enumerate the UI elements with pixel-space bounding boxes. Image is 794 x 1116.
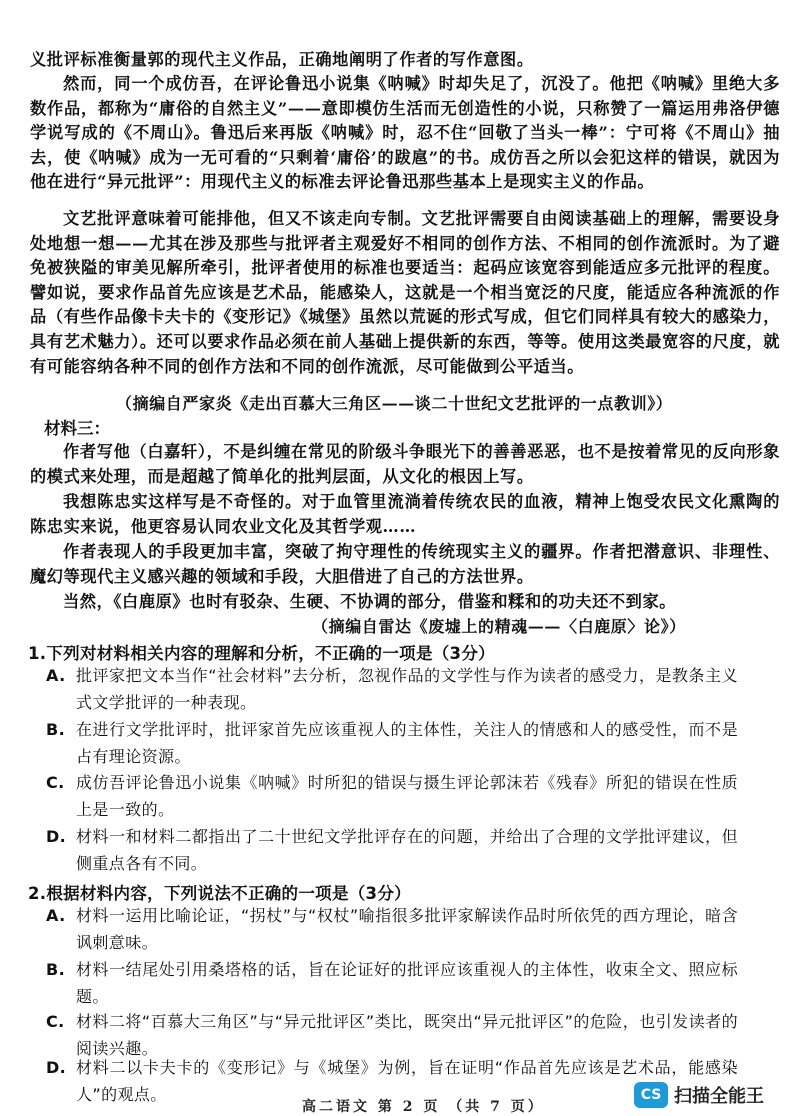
option-letter: D. xyxy=(46,1058,67,1077)
option-text: 材料一运用比喻论证，“拐杖”与“权杖”喻指很多批评家解读作品时所依凭的西方理论，暗含讽刺意味。 xyxy=(76,906,738,952)
question-1-option-a[interactable] xyxy=(46,662,746,716)
option-letter: B. xyxy=(46,960,66,979)
option-text: 材料二以卡夫卡的《变形记》与《城堡》为例，旨在证明“作品首先应该是艺术品，能感染人”的观点。 xyxy=(76,1058,738,1104)
paragraph-bai-jiaxuan: 作者写他（白嘉轩），不是纠缠在常见的阶级斗争眼光下的善善恶恶，也不是按着常见的反向形象的模式来处理，而是超越了简单化的批判层面，从文化的根因上写。 xyxy=(30,442,780,486)
watermark-text: 扫描全能王 xyxy=(674,1086,764,1107)
option-text: 材料二将“百慕大三角区”与“异元批评区”类比，既突出“异元批评区”的危险，也引发读者的阅读兴趣。 xyxy=(76,1012,738,1058)
source-citation-2: （摘编自严家炎《走出百慕大三角区——谈二十世纪文艺批评的一点教训》） xyxy=(116,394,673,413)
paragraph-continuation: 义批评标准衡量郭的现代主义作品，正确地阐明了作者的写作意图。 xyxy=(30,50,534,69)
option-letter: B. xyxy=(46,720,66,739)
option-text: 材料一结尾处引用桑塔格的话，旨在论证好的批评应该重视人的主体性，收束全文、照应标题。 xyxy=(76,960,738,1006)
option-letter: A. xyxy=(46,666,66,685)
option-letter: A. xyxy=(46,906,66,925)
paragraph-literary-criticism: 文艺批评意味着可能排他，但又不该走向专制。文艺批评需要自由阅读基础上的理解，需要设身处地想一想——尤其在涉及那些与批评者主观爱好不相同的创作方法、不相同的创作流派时。为了避免被狭隘的审美见解所牵引，批评者使用的标准也要适当：起码应该宽容到能适应多元批评的程度。譬如说，要求作品首先应该是艺术品，能感染人，这就是一个相当宽泛的尺度，能适应各种流派的作品（有些作品像卡夫卡的《变形记》《城堡》虽然以荒诞的形式写成，但它们同样具有较大的感染力，具有艺术魅力）。还可以要求作品必须在前人基础上提供新的东西，等等。使用这类最宽容的尺度，就有可能容纳各种不同的创作方法和不同的创作流派，尽可能做到公平适当。 xyxy=(30,209,780,376)
option-letter: C. xyxy=(46,773,65,792)
paragraph-methods: 作者表现人的手段更加丰富，突破了拘守理性的传统现实主义的疆界。作者把潜意识、非理性、魔幻等现代主义感兴趣的领域和手段，大胆借进了自己的方法世界。 xyxy=(30,542,780,586)
option-text: 批评家把文本当作“社会材料”去分析，忽视作品的文学性与作为读者的感受力，是教条主义式文学批评的一种表现。 xyxy=(76,666,738,712)
question-2-option-b[interactable] xyxy=(46,956,746,1010)
page-footer: 高二语文 第 2 页 （共 7 页） xyxy=(302,1099,545,1115)
question-1-option-c[interactable] xyxy=(46,769,746,823)
paragraph-shortcomings: 当然，《白鹿原》也时有驳杂、生硬、不协调的部分，借鉴和糅和的功夫还不到家。 xyxy=(63,592,677,611)
question-1-option-b[interactable] xyxy=(46,716,746,770)
paragraph-chen-zhongshi: 我想陈忠实这样写是不奇怪的。对于血管里流淌着传统农民的血液，精神上饱受农民文化熏陶的陈忠实来说，他更容易认同农业文化及其哲学观…… xyxy=(30,492,780,536)
question-1-option-d[interactable] xyxy=(46,823,746,877)
paragraph-cheng-fangwu: 然而，同一个成仿吾，在评论鲁迅小说集《呐喊》时却失足了，沉没了。他把《呐喊》里绝大多数作品，都称为“庸俗的自然主义”——意即模仿生活而无创造性的小说，只称赞了一篇运用弗洛伊德学说写成的《不周山》。鲁迅后来再版《呐喊》时，忍不住“回敬了当头一棒”：宁可将《不周山》抽去，使《呐喊》成为一无可看的“只剩着‘庸俗’的跋扈”的书。成仿吾之所以会犯这样的错误，就因为他在进行“异元批评”：用现代主义的标准去评论鲁迅那些基本上是现实主义的作品。 xyxy=(30,74,780,192)
option-text: 在进行文学批评时，批评家首先应该重视人的主体性，关注人的情感和人的感受性，而不是占有理论资源。 xyxy=(76,720,738,766)
option-letter: C. xyxy=(46,1012,65,1031)
scanner-watermark xyxy=(634,1081,764,1109)
question-1-title: 1.下列对材料相关内容的理解和分析，不正确的一项是（3分） xyxy=(28,644,495,663)
question-2-title: 2.根据材料内容，下列说法不正确的一项是（3分） xyxy=(28,884,411,903)
question-2-option-a[interactable] xyxy=(46,902,746,956)
option-letter: D. xyxy=(46,827,67,846)
option-text: 成仿吾评论鲁迅小说集《呐喊》时所犯的错误与摄生评论郭沫若《残春》所犯的错误在性质上是一致的。 xyxy=(76,773,738,819)
camscanner-logo-icon: CS xyxy=(634,1082,668,1108)
material-3-heading: 材料三： xyxy=(44,419,110,438)
source-citation-3: （摘编自雷达《废墟上的精魂——〈白鹿原〉论》） xyxy=(312,617,686,636)
option-text: 材料一和材料二都指出了二十世纪文学批评存在的问题，并给出了合理的文学批评建议，但侧重点各有不同。 xyxy=(76,827,738,873)
